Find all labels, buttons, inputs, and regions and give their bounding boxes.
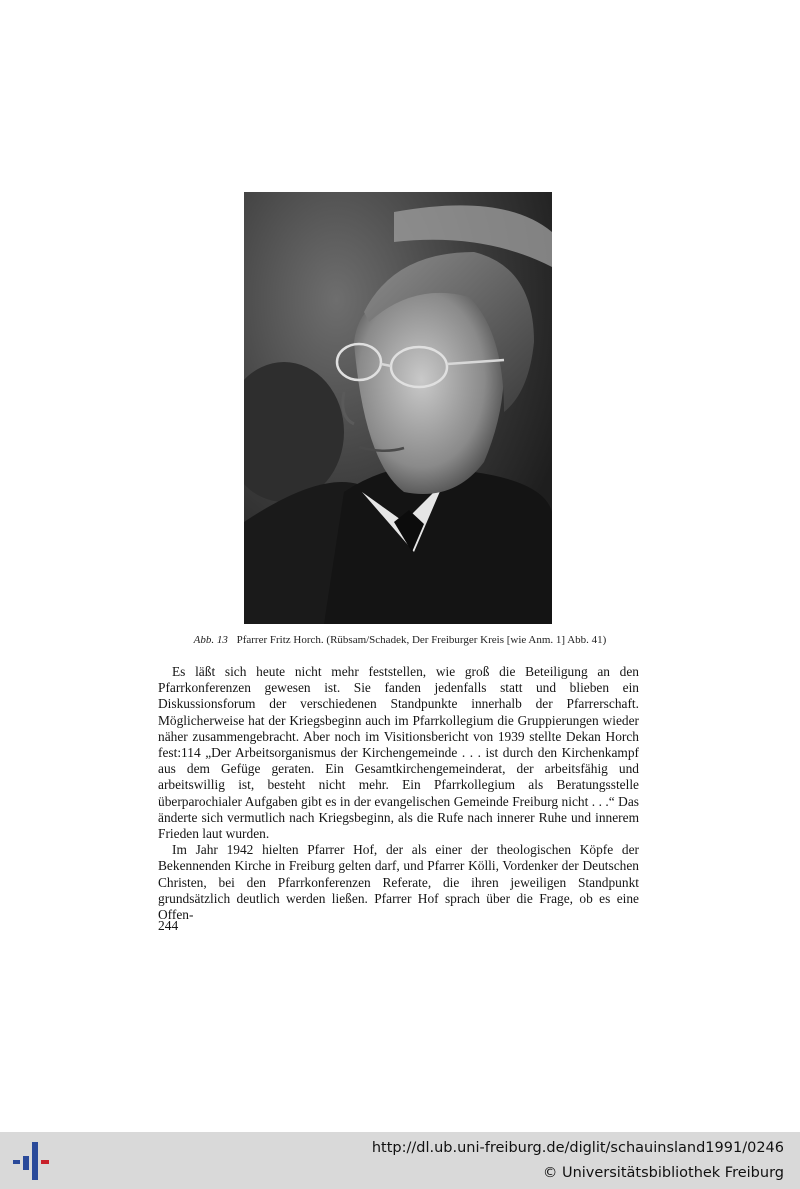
page-number: 244 [158,918,179,933]
portrait-image [244,192,552,624]
caption-label: Abb. 13 [193,634,228,646]
paragraph: Im Jahr 1942 hielten Pfarrer Hof, der als einer der theologischen Köpfe der Bekennenden Kirche in Freiburg gelten darf, und Pfarrer Kölli, Vordenker der Deutschen Christen, bei den Pfarrkonferenzen Referate, die ihren jeweiligen Standpunkt grundsätzlich deutlich werden ließen. Pfarrer Hof sprach über die Frage, ob es eine Offen- [158,842,639,923]
footer-url-link[interactable]: http://dl.ub.uni-freiburg.de/diglit/schauinsland1991/0246 [371,1140,784,1156]
library-logo-icon [10,1142,52,1180]
caption-text: Pfarrer Fritz Horch. (Rübsam/Schadek, Der Freiburger Kreis [wie Anm. 1] Abb. 41) [236,634,607,646]
body-text [158,664,639,923]
figure-caption [160,634,640,646]
footer-bar [0,1132,800,1189]
paragraph: Es läßt sich heute nicht mehr feststellen, wie groß die Beteiligung an den Pfarrkonferenzen gewesen ist. Sie fanden jedenfalls statt und blieben ein Diskussionsforum der verschiedenen Standpunkte innerhalb der Pfarrerschaft. Möglicherweise hat der Kriegsbeginn auch im Pfarrkollegium die Gruppierungen wieder näher zusammengebracht. Aber noch im Visitionsbericht von 1939 stellte Dekan Horch fest:114 „Der Arbeitsorganismus der Kirchengemeinde . . . ist durch den Kirchenkampf aus dem Gefüge geraten. Ein Gesamtkirchengemeinderat, der arbeitsfähig und arbeitswillig ist, besteht nicht mehr. Ein Pfarrkollegium als Beratungsstelle überparochialer Aufgaben gibt es in der evangelischen Gemeinde Freiburg nicht . . .“ Das änderte sich vermutlich nach Kriegsbeginn, als die Rufe nach innerer Ruhe und innerem Frieden laut wurden. [158,664,639,842]
portrait-photo [244,192,552,624]
footer-copyright: © Universitätsbibliothek Freiburg [542,1165,784,1181]
